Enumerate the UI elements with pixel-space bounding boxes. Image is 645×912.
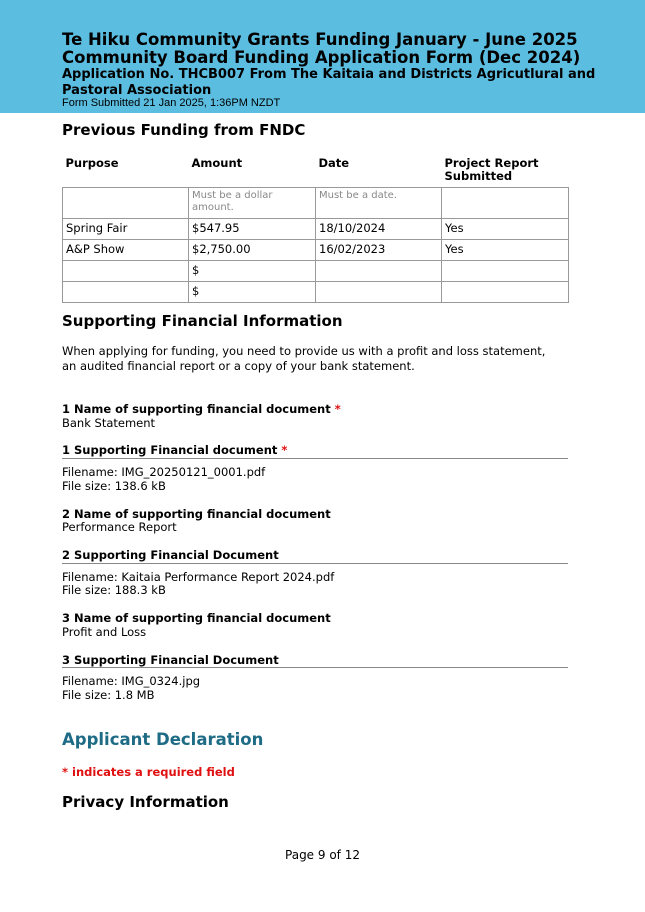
table-cell: A&P Show — [63, 240, 189, 261]
doc2-filesize: File size: 188.3 kB — [62, 583, 166, 597]
header-title-line1: Te Hiku Community Grants Funding January - June 2025 — [62, 30, 578, 49]
previous-funding-table — [62, 154, 569, 303]
doc2-file-label: 2 Supporting Financial Document — [62, 548, 279, 562]
privacy-information-heading: Privacy Information — [62, 793, 229, 811]
table-row — [63, 282, 569, 303]
table-header-row — [63, 154, 569, 188]
supporting-financial-intro: When applying for funding, you need to provide us with a profit and loss statement, an audited financial report or a copy of your bank statement. — [62, 344, 546, 373]
page-header — [0, 0, 645, 113]
required-asterisk: * — [334, 402, 341, 416]
doc2-name-value: Performance Report — [62, 520, 177, 534]
doc3-name-label: 3 Name of supporting financial document — [62, 611, 331, 625]
required-field-note: * indicates a required field — [62, 765, 235, 779]
column-header-date: Date — [318, 156, 350, 170]
table-cell — [63, 261, 189, 282]
table-cell — [63, 188, 189, 219]
table-cell — [442, 261, 569, 282]
table-cell — [316, 282, 442, 303]
table-cell — [442, 188, 569, 219]
table-cell: $ — [189, 282, 316, 303]
doc1-file-label: 1 Supporting Financial document * — [62, 443, 288, 457]
divider — [62, 563, 568, 564]
date-placeholder: Must be a date. — [316, 188, 442, 219]
column-header-purpose: Purpose — [65, 156, 119, 170]
placeholder-row — [63, 188, 569, 219]
doc2-filename[interactable]: Filename: Kaitaia Performance Report 2024.pdf — [62, 570, 335, 584]
doc3-file-label: 3 Supporting Financial Document — [62, 653, 279, 667]
form-submitted-timestamp: Form Submitted 21 Jan 2025, 1:36PM NZDT — [62, 97, 281, 109]
table-row — [63, 240, 569, 261]
table-cell: $ — [189, 261, 316, 282]
doc2-name-label: 2 Name of supporting financial document — [62, 507, 331, 521]
required-asterisk: * — [281, 443, 288, 457]
doc3-name-value: Profit and Loss — [62, 625, 147, 639]
previous-funding-heading: Previous Funding from FNDC — [62, 121, 306, 139]
table-row — [63, 261, 569, 282]
table-cell: Yes — [442, 240, 569, 261]
column-header-report-submitted: Project Report Submitted — [444, 156, 539, 183]
table-cell: 16/02/2023 — [316, 240, 442, 261]
page-number: Page 9 of 12 — [285, 848, 360, 862]
table-cell — [442, 282, 569, 303]
doc3-filename[interactable]: Filename: IMG_0324.jpg — [62, 674, 201, 688]
divider — [62, 458, 568, 459]
doc1-filename[interactable]: Filename: IMG_20250121_0001.pdf — [62, 465, 266, 479]
header-applicant-name: Pastoral Association — [62, 83, 212, 98]
header-application-line: Application No. THCB007 From The Kaitaia and Districts Agricutlural and — [62, 67, 596, 82]
doc1-name-label: 1 Name of supporting financial document * — [62, 402, 341, 416]
table-cell: $2,750.00 — [189, 240, 316, 261]
amount-placeholder: Must be a dollar amount. — [189, 188, 316, 219]
table-cell: Yes — [442, 219, 569, 240]
doc1-filesize: File size: 138.6 kB — [62, 479, 166, 493]
divider — [62, 667, 568, 668]
table-cell: 18/10/2024 — [316, 219, 442, 240]
doc3-filesize: File size: 1.8 MB — [62, 688, 155, 702]
doc1-name-value: Bank Statement — [62, 416, 156, 430]
table-cell — [63, 282, 189, 303]
table-cell — [316, 261, 442, 282]
applicant-declaration-heading: Applicant Declaration — [62, 730, 264, 749]
header-title-line2: Community Board Funding Application Form (Dec 2024) — [62, 48, 581, 67]
table-row — [63, 219, 569, 240]
column-header-amount: Amount — [191, 156, 243, 170]
table-cell: $547.95 — [189, 219, 316, 240]
supporting-financial-heading: Supporting Financial Information — [62, 312, 343, 330]
table-cell: Spring Fair — [63, 219, 189, 240]
